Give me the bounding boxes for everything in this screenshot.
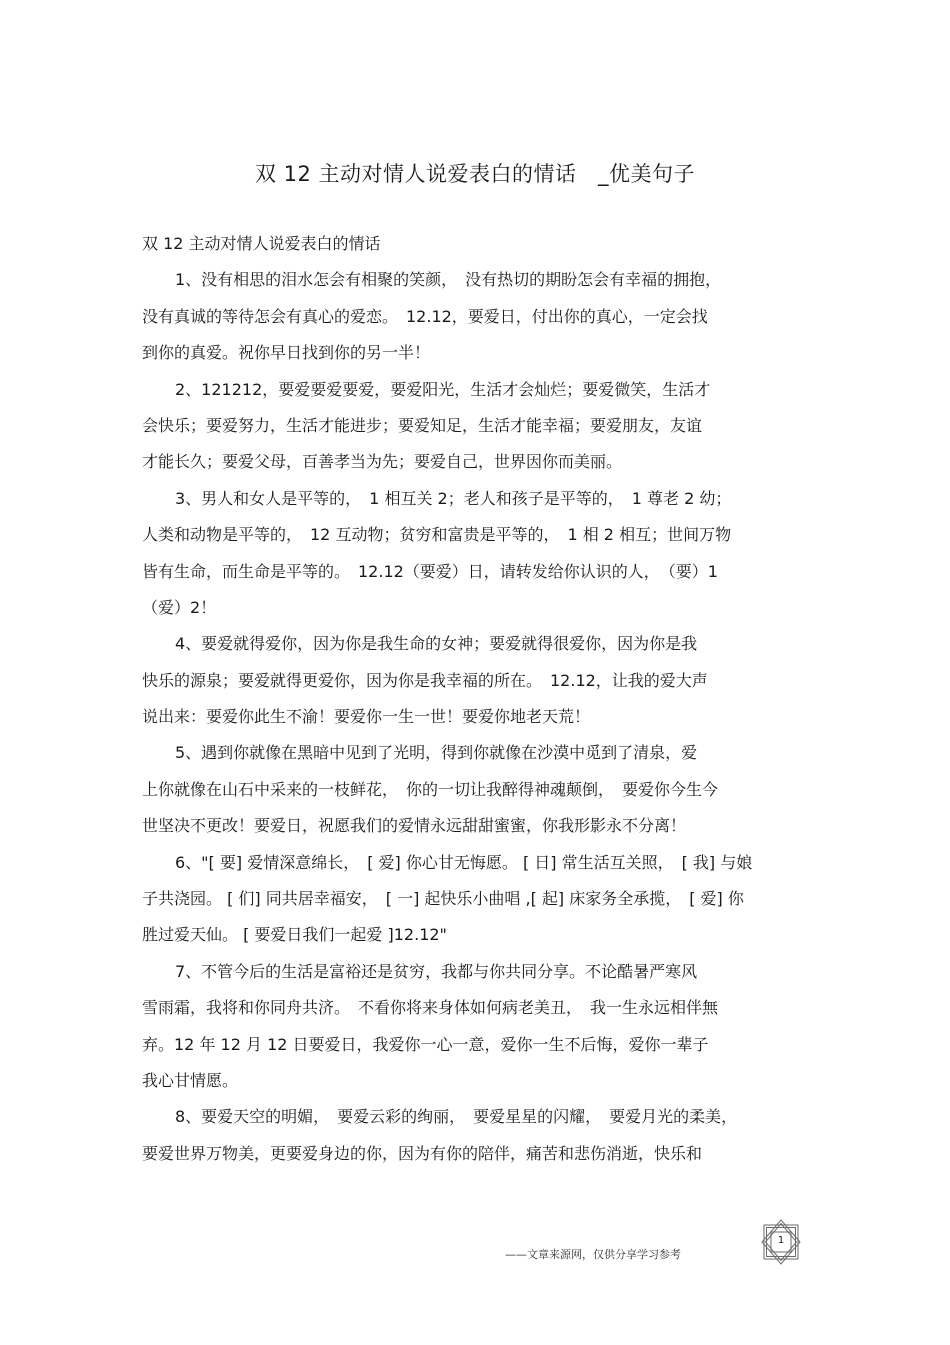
page-number: 1 (777, 1235, 785, 1246)
text-line: 胜过爱天仙。 [ 要爱日我们一起爱 ]12.12" (142, 925, 447, 945)
text-line: 世坚决不更改！要爱日，祝愿我们的爱情永远甜甜蜜蜜，你我形影永不分离！ (142, 816, 687, 836)
text-line: 上你就像在山石中采来的一枝鲜花， 你的一切让我醉得神魂颠倒， 要爱你今生今 (142, 779, 719, 799)
text-line: 弃。12 年 12 月 12 日要爱日，我爱你一心一意，爱你一生不后悔，爱你一辈子 (142, 1034, 709, 1054)
text-line: 要爱世界万物美，更要爱身边的你，因为有你的陪伴，痛苦和悲伤消逝，快乐和 (142, 1143, 703, 1163)
text-line: 雪雨霜，我将和你同舟共济。 不看你将来身体如何病老美丑， 我一生永远相伴無 (142, 998, 719, 1018)
text-line: 快乐的源泉；要爱就得更爱你，因为你是我幸福的所在。 12.12，让我的爱大声 (142, 670, 708, 690)
footer-source-note: ——文章来源网，仅供分享学习参考 (505, 1248, 681, 1261)
text-line: （爱）2！ (142, 597, 217, 617)
text-line: 说出来：要爱你此生不渝！要爱你一生一世！要爱你地老天荒！ (142, 707, 591, 727)
text-line: 子共浇园。 [ 们] 同共居幸福安， [ 一] 起快乐小曲唱 ,[ 起] 床家务全承揽， [ 爱] 你 (142, 889, 744, 909)
document-body (142, 226, 810, 1172)
page-number-badge (756, 1219, 806, 1265)
text-line: 到你的真爱。祝你早日找到你的另一半！ (142, 343, 431, 363)
text-line: 8、要爱天空的明媚， 要爱云彩的绚丽， 要爱星星的闪耀， 要爱月光的柔美， (175, 1107, 738, 1127)
text-line: 2、121212，要爱要爱要爱，要爱阳光，生活才会灿烂；要爱微笑，生活才 (175, 379, 711, 399)
text-line: 皆有生命，而生命是平等的。 12.12（要爱）日，请转发给你认识的人， （要）1 (142, 561, 718, 581)
text-line: 会快乐；要爱努力，生活才能进步；要爱知足，生活才能幸福；要爱朋友，友谊 (142, 415, 703, 435)
text-line: 没有真诚的等待怎会有真心的爱恋。 12.12，要爱日，付出你的真心，一定会找 (142, 306, 708, 326)
text-line: 1、没有相思的泪水怎会有相聚的笑颜， 没有热切的期盼怎会有幸福的拥抱， (175, 270, 722, 290)
text-line: 双 12 主动对情人说爱表白的情话 (142, 234, 381, 253)
document-title: 双 12 主动对情人说爱表白的情话 _优美句子 (254, 162, 696, 186)
text-line: 5、遇到你就像在黑暗中见到了光明，得到你就像在沙漠中觅到了清泉，爱 (175, 743, 698, 763)
text-line: 3、男人和女人是平等的， 1 相互关 2；老人和孩子是平等的， 1 尊老 2 幼； (175, 488, 732, 508)
text-line: 人类和动物是平等的， 12 互动物；贫穷和富贵是平等的， 1 相 2 相互；世间万物 (142, 525, 732, 545)
text-line: 4、要爱就得爱你，因为你是我生命的女神；要爱就得很爱你，因为你是我 (175, 634, 698, 654)
text-line: 7、不管今后的生活是富裕还是贫穷，我都与你共同分享。不论酷暑严寒风 (175, 961, 698, 981)
text-line: 6、"[ 要] 爱情深意绵长， [ 爱] 你心甘无悔愿。 [ 日] 常生活互关照， [ 我] 与娘 (175, 852, 753, 872)
text-line: 我心甘情愿。 (142, 1070, 239, 1090)
text-line: 才能长久；要爱父母，百善孝当为先；要爱自己，世界因你而美丽。 (142, 452, 623, 472)
